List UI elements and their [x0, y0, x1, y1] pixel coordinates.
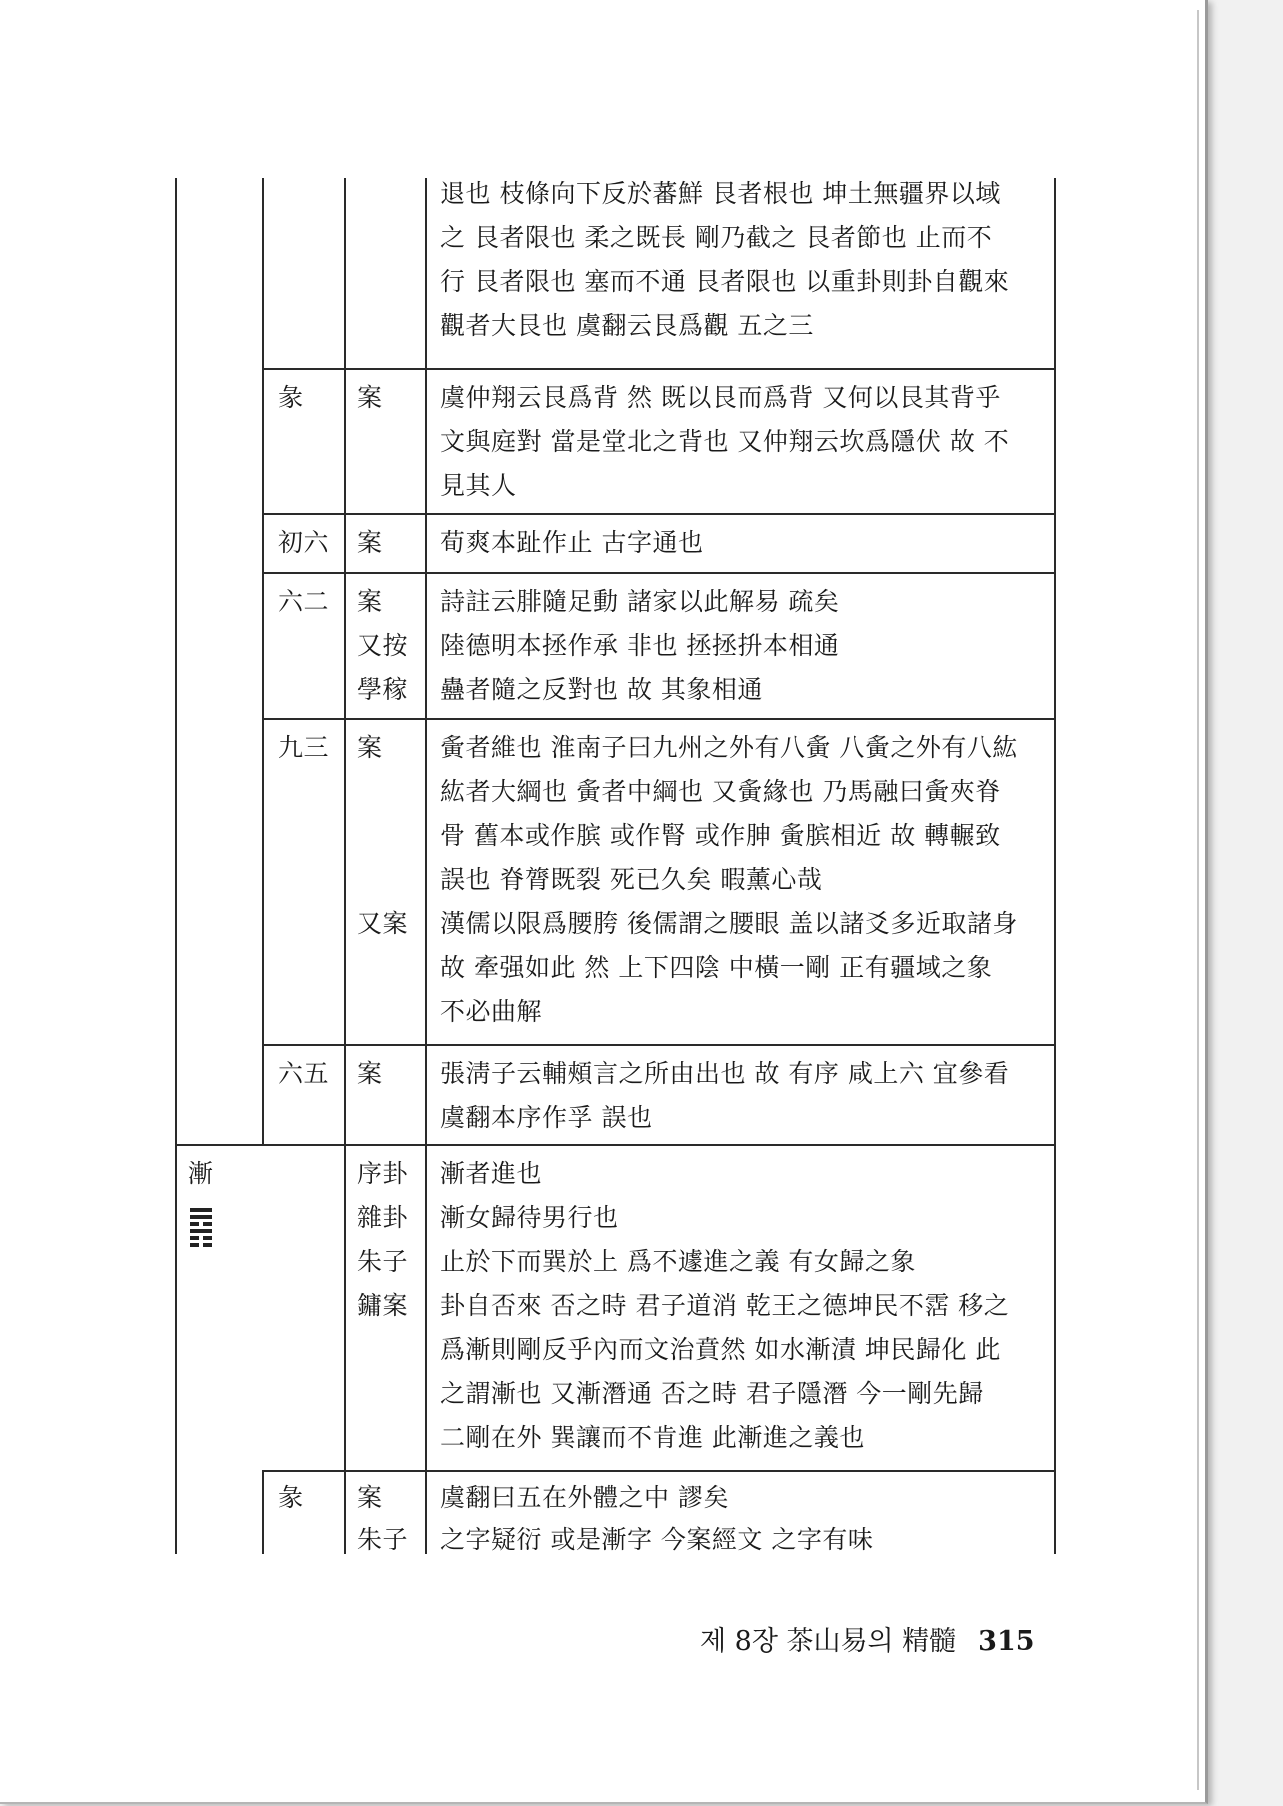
- entry-text: 止於下而巽於上 爲不遽進之義 有女歸之象: [440, 1247, 916, 1276]
- entry-text: 虞翻曰五在外體之中 謬矣: [440, 1483, 729, 1512]
- commentary-label: 又案: [357, 909, 409, 938]
- commentary-label: 序卦: [357, 1159, 409, 1188]
- line-label: 六五: [278, 1059, 330, 1088]
- entry-text: 行 艮者限也 塞而不通 艮者限也 以重卦則卦自觀來: [440, 267, 1010, 296]
- entry-text: 骨 舊本或作膑 或作腎 或作胂 夤膑相近 故 轉輾致: [440, 821, 1001, 850]
- entry-text: 張淸子云輔頰言之所由出也 故 有序 咸上六 宜參看: [440, 1059, 1010, 1088]
- entry-text: 爲漸則剛反乎內而文治賁然 如水漸漬 坤民歸化 此: [440, 1335, 1001, 1364]
- chapter-title: 제 8장 茶山易의 精髓: [700, 1626, 957, 1657]
- line-label: 初六: [278, 528, 330, 557]
- entry-text: 二剛在外 巽讓而不肯進 此漸進之義也: [440, 1423, 865, 1452]
- page-number: 315: [978, 1626, 1035, 1657]
- line-label: 九三: [278, 733, 330, 762]
- jian-hexagram-icon: [190, 1208, 212, 1250]
- table-divider-2: [344, 178, 346, 1554]
- entry-text: 之字疑衍 或是漸字 今案經文 之字有味: [440, 1525, 874, 1554]
- page-edge: [1197, 10, 1199, 1790]
- row-separator: [262, 1470, 1056, 1472]
- commentary-label: 鏞案: [357, 1291, 409, 1320]
- commentary-label: 案: [357, 733, 383, 762]
- entry-text: 虞仲翔云艮爲背 然 既以艮而爲背 又何以艮其背乎: [440, 383, 1001, 412]
- table-divider-1: [262, 178, 264, 1144]
- row-separator: [262, 1044, 1056, 1046]
- entry-text: 紘者大綱也 夤者中綱也 又夤緣也 乃馬融曰夤夾脊: [440, 777, 1001, 806]
- entry-text: 卦自否來 否之時 君子道消 乾王之德坤民不霑 移之: [440, 1291, 1010, 1320]
- row-separator: [262, 368, 1056, 370]
- entry-text: 荀爽本趾作止 古字通也: [440, 528, 704, 557]
- row-separator: [175, 1144, 1056, 1146]
- commentary-label: 案: [357, 1483, 383, 1512]
- entry-text: 之謂漸也 又漸潛通 否之時 君子隱潛 今一剛先歸: [440, 1379, 984, 1408]
- entry-text: 詩註云腓隨足動 諸家以此解易 疏矣: [440, 587, 840, 616]
- entry-text: 蠱者隨之反對也 故 其象相通: [440, 675, 763, 704]
- commentary-label: 案: [357, 528, 383, 557]
- table-divider-3: [425, 178, 427, 1554]
- page-footer: [700, 1622, 1035, 1662]
- line-label: 六二: [278, 587, 330, 616]
- table-right-border: [1054, 178, 1056, 1554]
- table-divider-1-lower: [262, 1470, 264, 1554]
- commentary-label: 朱子: [357, 1525, 409, 1554]
- commentary-label: 朱子: [357, 1247, 409, 1276]
- row-separator: [262, 718, 1056, 720]
- entry-text: 文與庭對 當是堂北之背也 又仲翔云坎爲隱伏 故 不: [440, 427, 1010, 456]
- table-left-border: [175, 178, 177, 1554]
- commentary-label: 案: [357, 383, 383, 412]
- commentary-label: 學稼: [357, 675, 409, 704]
- entry-text: 觀者大艮也 虞翻云艮爲觀 五之三: [440, 311, 814, 340]
- entry-text: 不必曲解: [440, 997, 543, 1026]
- commentary-label: 雜卦: [357, 1203, 409, 1232]
- row-separator: [262, 572, 1056, 574]
- hexagram-name: 漸: [188, 1159, 214, 1188]
- entry-text: 退也 枝條向下反於蕃鮮 艮者根也 坤土無疆界以域: [440, 179, 1001, 208]
- entry-text: 漢儒以限爲腰胯 後儒謂之腰眼 盖以諸爻多近取諸身: [440, 909, 1018, 938]
- line-label: 彖: [278, 383, 304, 412]
- row-separator: [262, 513, 1056, 515]
- commentary-label: 案: [357, 587, 383, 616]
- entry-text: 虞翻本序作孚 誤也: [440, 1103, 653, 1132]
- entry-text: 夤者維也 淮南子曰九州之外有八夤 八夤之外有八紘: [440, 733, 1018, 762]
- entry-text: 見其人: [440, 471, 517, 500]
- commentary-label: 又按: [357, 631, 409, 660]
- entry-text: 之 艮者限也 柔之既長 剛乃截之 艮者節也 止而不: [440, 223, 993, 252]
- entry-text: 漸女歸待男行也: [440, 1203, 619, 1232]
- commentary-label: 案: [357, 1059, 383, 1088]
- entry-text: 陸德明本拯作承 非也 拯拯抍本相通: [440, 631, 840, 660]
- line-label: 彖: [278, 1483, 304, 1512]
- entry-text: 漸者進也: [440, 1159, 543, 1188]
- entry-text: 誤也 脊膂既裂 死已久矣 暇薰心哉: [440, 865, 823, 894]
- entry-text: 故 牽强如此 然 上下四陰 中橫一剛 正有疆域之象: [440, 953, 993, 982]
